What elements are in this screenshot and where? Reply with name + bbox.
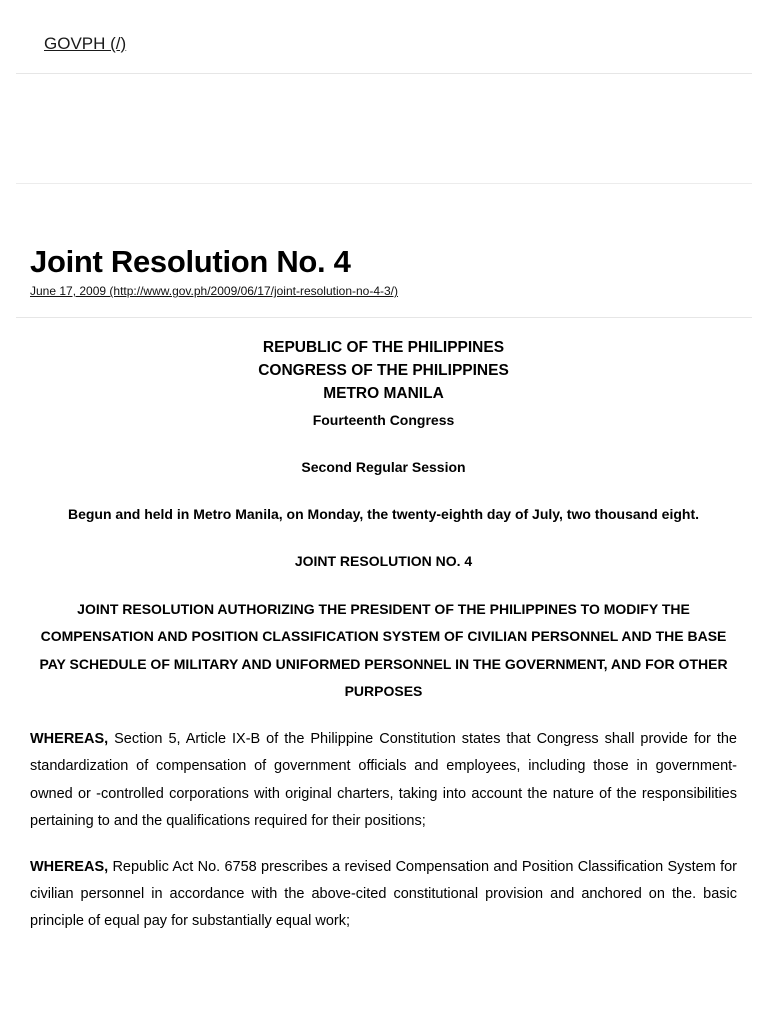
whereas-paragraph bbox=[30, 726, 737, 835]
session-label: Second Regular Session bbox=[301, 459, 466, 475]
heading-line-republic: REPUBLIC OF THE PHILIPPINES bbox=[262, 339, 505, 356]
heading-line-congress: CONGRESS OF THE PHILIPPINES bbox=[258, 362, 509, 379]
article-body bbox=[30, 336, 737, 936]
page-title: Joint Resolution No. 4 bbox=[30, 244, 351, 279]
top-navigation-bar bbox=[16, 0, 752, 74]
article-header bbox=[16, 184, 752, 318]
document-heading bbox=[30, 336, 737, 405]
whereas-paragraph bbox=[30, 854, 737, 936]
date-permalink[interactable]: June 17, 2009 (http://www.gov.ph/2009/06/17/joint-resolution-no-4-3/) bbox=[30, 284, 399, 298]
heading-line-location: METRO MANILA bbox=[323, 385, 444, 402]
whereas-lead: WHEREAS, bbox=[30, 731, 109, 748]
resolution-title: JOINT RESOLUTION AUTHORIZING THE PRESIDENT OF THE PHILIPPINES TO MODIFY THE COMPENSATION AND POSITION CLASSIFICATION SYSTEM OF CIVILIAN PERSONNEL AND THE BASE PAY SCHEDULE OF MILITARY AND UNIFORMED PERSONNEL IN THE GOVERNMENT, AND FOR OTHER PURPOSES bbox=[39, 601, 728, 699]
whereas-text: Section 5, Article IX-B of the Philippine Constitution states that Congress shall provide for the standardization of compensation of government officials and employees, including those in government-owned or -controlled corporations with original charters, taking into account the nature of the responsibilities pertaining to and the qualifications required for their positions; bbox=[30, 731, 737, 829]
govph-home-link[interactable]: GOVPH (/) bbox=[44, 34, 127, 53]
congress-label: Fourteenth Congress bbox=[312, 412, 455, 428]
banner-area bbox=[16, 74, 752, 184]
whereas-lead: WHEREAS, bbox=[30, 859, 109, 875]
whereas-text: Republic Act No. 6758 prescribes a revised Compensation and Position Classification System for civilian personnel in accordance with the above-cited constitutional provision and anchored on the. basic principle of equal pay for substantially equal work; bbox=[30, 859, 737, 930]
begun-statement: Begun and held in Metro Manila, on Monday, the twenty-eighth day of July, two thousand eight. bbox=[67, 506, 700, 522]
resolution-number: JOINT RESOLUTION NO. 4 bbox=[294, 553, 473, 569]
